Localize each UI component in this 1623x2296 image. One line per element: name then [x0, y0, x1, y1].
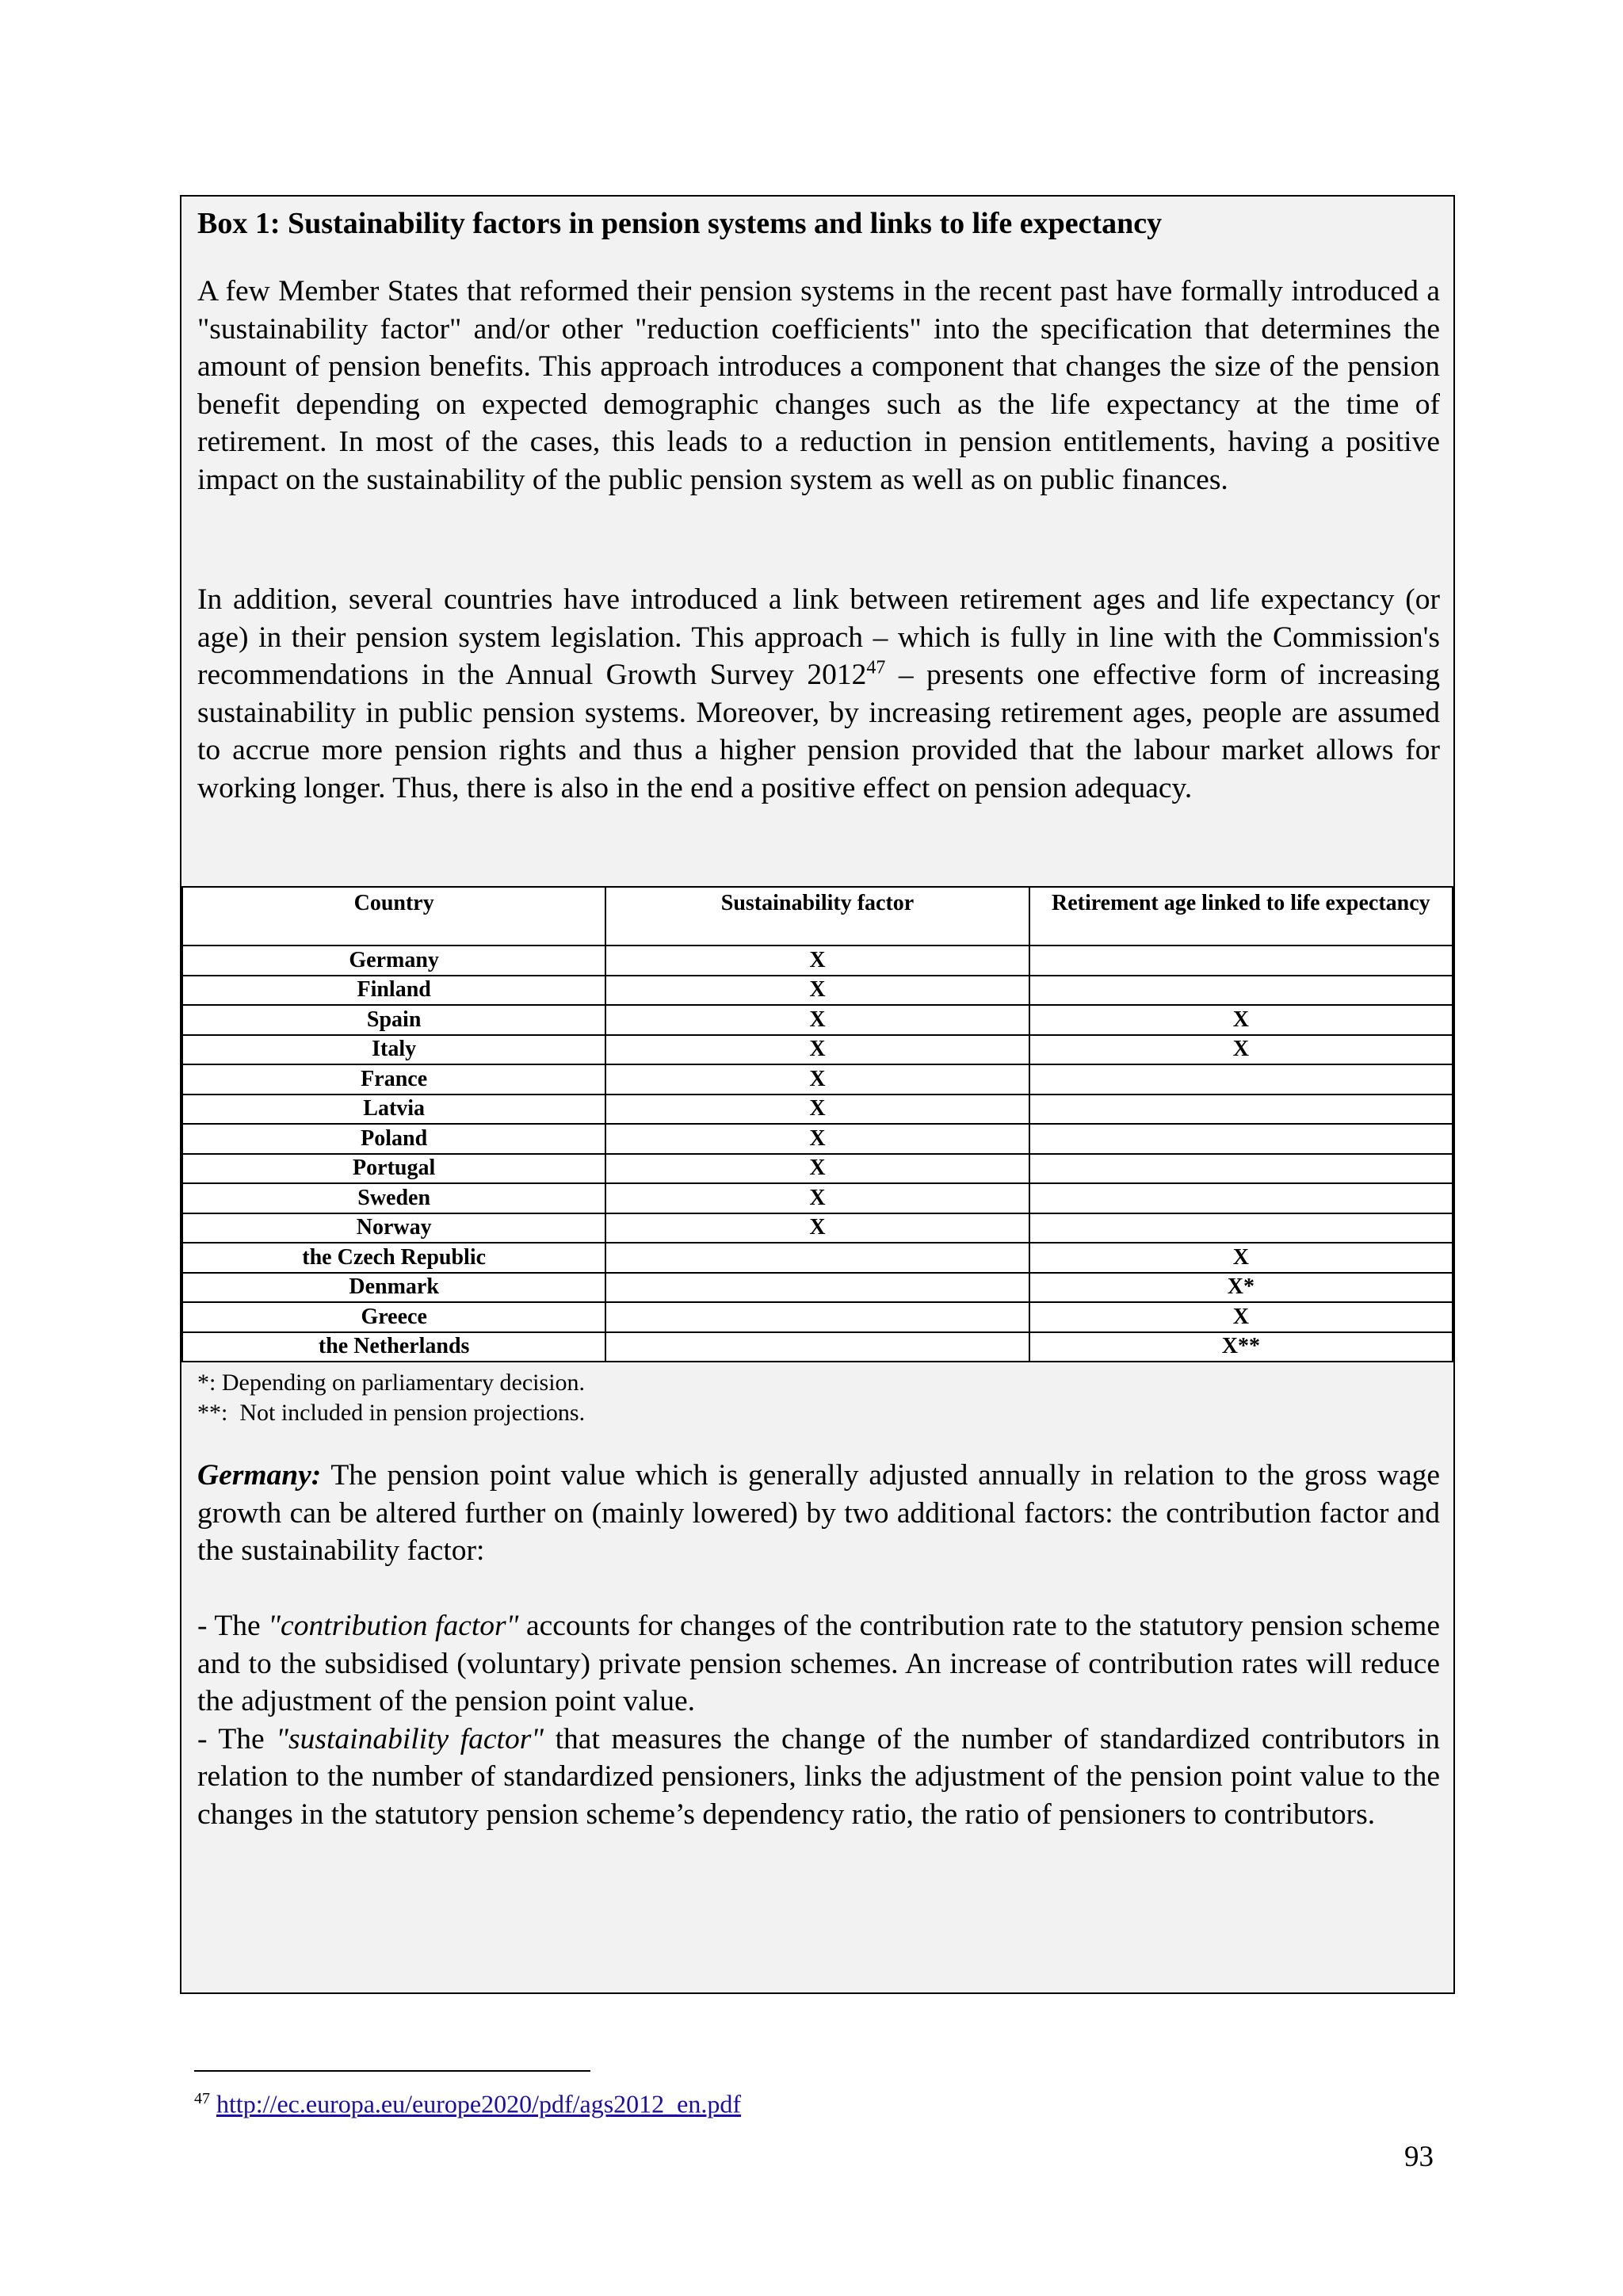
- paragraph-2: [197, 581, 1440, 807]
- cell-retirement-age: X**: [1029, 1332, 1453, 1362]
- cell-country: Spain: [182, 1005, 605, 1035]
- bullet-2-term: "sustainability factor": [276, 1722, 544, 1755]
- factor-bullets: [197, 1607, 1440, 1833]
- bullet-2-text: that measures the change of the number of standardized contributors in relation to the number of standardized pensioners, links the adjustment of the pension point value to the changes in the statutory pension scheme’s dependency ratio, the ratio of pensioners to contributors.: [197, 1722, 1440, 1831]
- cell-retirement-age: [1029, 946, 1453, 976]
- box-title: Box 1: Sustainability factors in pension systems and links to life expectancy: [197, 207, 1163, 240]
- cell-sustainability-factor: X: [605, 976, 1029, 1006]
- cell-retirement-age: [1029, 1183, 1453, 1213]
- cell-country: the Netherlands: [182, 1332, 605, 1362]
- cell-country: Greece: [182, 1302, 605, 1332]
- cell-sustainability-factor: [605, 1273, 1029, 1303]
- paragraph-2-part-b: – presents one effective form of increasing sustainability in public pension systems. Moreover, by increasing retirement ages, people are assumed to accrue more pension rights and thus a higher pension provided that the labour market allows for working longer. Thus, there is also in the end a positive effect on pension adequacy.: [197, 659, 1440, 804]
- table-row: [182, 1035, 1453, 1065]
- cell-country: Denmark: [182, 1273, 605, 1303]
- table-row: [182, 1095, 1453, 1125]
- cell-country: Finland: [182, 976, 605, 1006]
- cell-country: Portugal: [182, 1154, 605, 1184]
- footnote: [194, 2083, 741, 2120]
- cell-retirement-age: [1029, 1064, 1453, 1095]
- cell-country: the Czech Republic: [182, 1243, 605, 1273]
- cell-retirement-age: X: [1029, 1035, 1453, 1065]
- bullet-2-prefix: - The: [197, 1722, 277, 1755]
- table-row: [182, 1124, 1453, 1154]
- cell-retirement-age: [1029, 1095, 1453, 1125]
- cell-sustainability-factor: X: [605, 1213, 1029, 1244]
- table-header-row: [182, 887, 1453, 946]
- cell-retirement-age: X: [1029, 1302, 1453, 1332]
- cell-sustainability-factor: X: [605, 1183, 1029, 1213]
- cell-sustainability-factor: X: [605, 1005, 1029, 1035]
- germany-text: The pension point value which is generally adjusted annually in relation to the gross wage growth can be altered further on (mainly lowered) by two additional factors: the contribution factor and the sustainability factor:: [197, 1459, 1440, 1567]
- table-row: [182, 1243, 1453, 1273]
- table-row: [182, 946, 1453, 976]
- cell-sustainability-factor: [605, 1332, 1029, 1362]
- header-sustainability-factor: Sustainability factor: [605, 887, 1029, 946]
- cell-sustainability-factor: X: [605, 946, 1029, 976]
- cell-sustainability-factor: X: [605, 1035, 1029, 1065]
- table-body: [182, 946, 1453, 1362]
- table-row: [182, 1064, 1453, 1095]
- cell-retirement-age: X: [1029, 1243, 1453, 1273]
- table-notes: [197, 1368, 585, 1428]
- cell-sustainability-factor: X: [605, 1095, 1029, 1125]
- cell-retirement-age: X: [1029, 1005, 1453, 1035]
- cell-country: Sweden: [182, 1183, 605, 1213]
- footnote-number: 47: [194, 2090, 210, 2107]
- table-row: [182, 1213, 1453, 1244]
- cell-retirement-age: X*: [1029, 1273, 1453, 1303]
- cell-country: Italy: [182, 1035, 605, 1065]
- paragraph-2-part-a: In addition, several countries have introduced a link between retirement ages and life expectancy (or age) in their pension system legislation. This approach – which is fully in line with the Commission's recommendations in the Annual Growth Survey 2012: [197, 583, 1440, 691]
- cell-country: Germany: [182, 946, 605, 976]
- cell-sustainability-factor: X: [605, 1154, 1029, 1184]
- cell-sustainability-factor: X: [605, 1124, 1029, 1154]
- cell-country: Latvia: [182, 1095, 605, 1125]
- table-row: [182, 1302, 1453, 1332]
- cell-country: Norway: [182, 1213, 605, 1244]
- footnote-rule: [194, 2070, 590, 2072]
- page-number: 93: [1404, 2141, 1434, 2173]
- footnote-link[interactable]: http://ec.europa.eu/europe2020/pdf/ags2012_en.pdf: [216, 2089, 742, 2118]
- sustainability-box: [180, 195, 1455, 1994]
- cell-sustainability-factor: [605, 1302, 1029, 1332]
- header-retirement-age: Retirement age linked to life expectancy: [1029, 887, 1453, 946]
- bullet-1-text: accounts for changes of the contribution rate to the statutory pension scheme and to the subsidised (voluntary) private pension schemes. An increase of contribution rates will reduce the adjustment of the pension point value.: [197, 1610, 1440, 1717]
- note-2: **: Not included in pension projections.: [197, 1400, 586, 1426]
- cell-country: France: [182, 1064, 605, 1095]
- table-row: [182, 976, 1453, 1006]
- paragraph-1: A few Member States that reformed their pension systems in the recent past have formally introduced a "sustainability factor" and/or other "reduction coefficients" into the specification that determines the amount of pension benefits. This approach introduces a component that changes the size of the pension benefit depending on expected demographic changes such as the life expectancy at the time of retirement. In most of the cases, this leads to a reduction in pension entitlements, having a positive impact on the sustainability of the public pension system as well as on public finances.: [197, 275, 1440, 496]
- footnote-ref[interactable]: 47: [866, 657, 886, 678]
- note-1: *: Depending on parliamentary decision.: [197, 1370, 586, 1396]
- germany-lead: Germany:: [197, 1459, 322, 1492]
- country-table: [181, 886, 1453, 1362]
- table-row: [182, 1005, 1453, 1035]
- germany-paragraph: [197, 1457, 1440, 1570]
- bullet-1-term: "contribution factor": [268, 1610, 519, 1642]
- cell-sustainability-factor: [605, 1243, 1029, 1273]
- table-row: [182, 1154, 1453, 1184]
- bullet-1-prefix: - The: [197, 1610, 269, 1642]
- cell-sustainability-factor: X: [605, 1064, 1029, 1095]
- table-row: [182, 1273, 1453, 1303]
- cell-retirement-age: [1029, 1124, 1453, 1154]
- cell-retirement-age: [1029, 1154, 1453, 1184]
- table-row: [182, 1332, 1453, 1362]
- cell-retirement-age: [1029, 1213, 1453, 1244]
- cell-country: Poland: [182, 1124, 605, 1154]
- cell-retirement-age: [1029, 976, 1453, 1006]
- header-country: Country: [182, 887, 605, 946]
- table-row: [182, 1183, 1453, 1213]
